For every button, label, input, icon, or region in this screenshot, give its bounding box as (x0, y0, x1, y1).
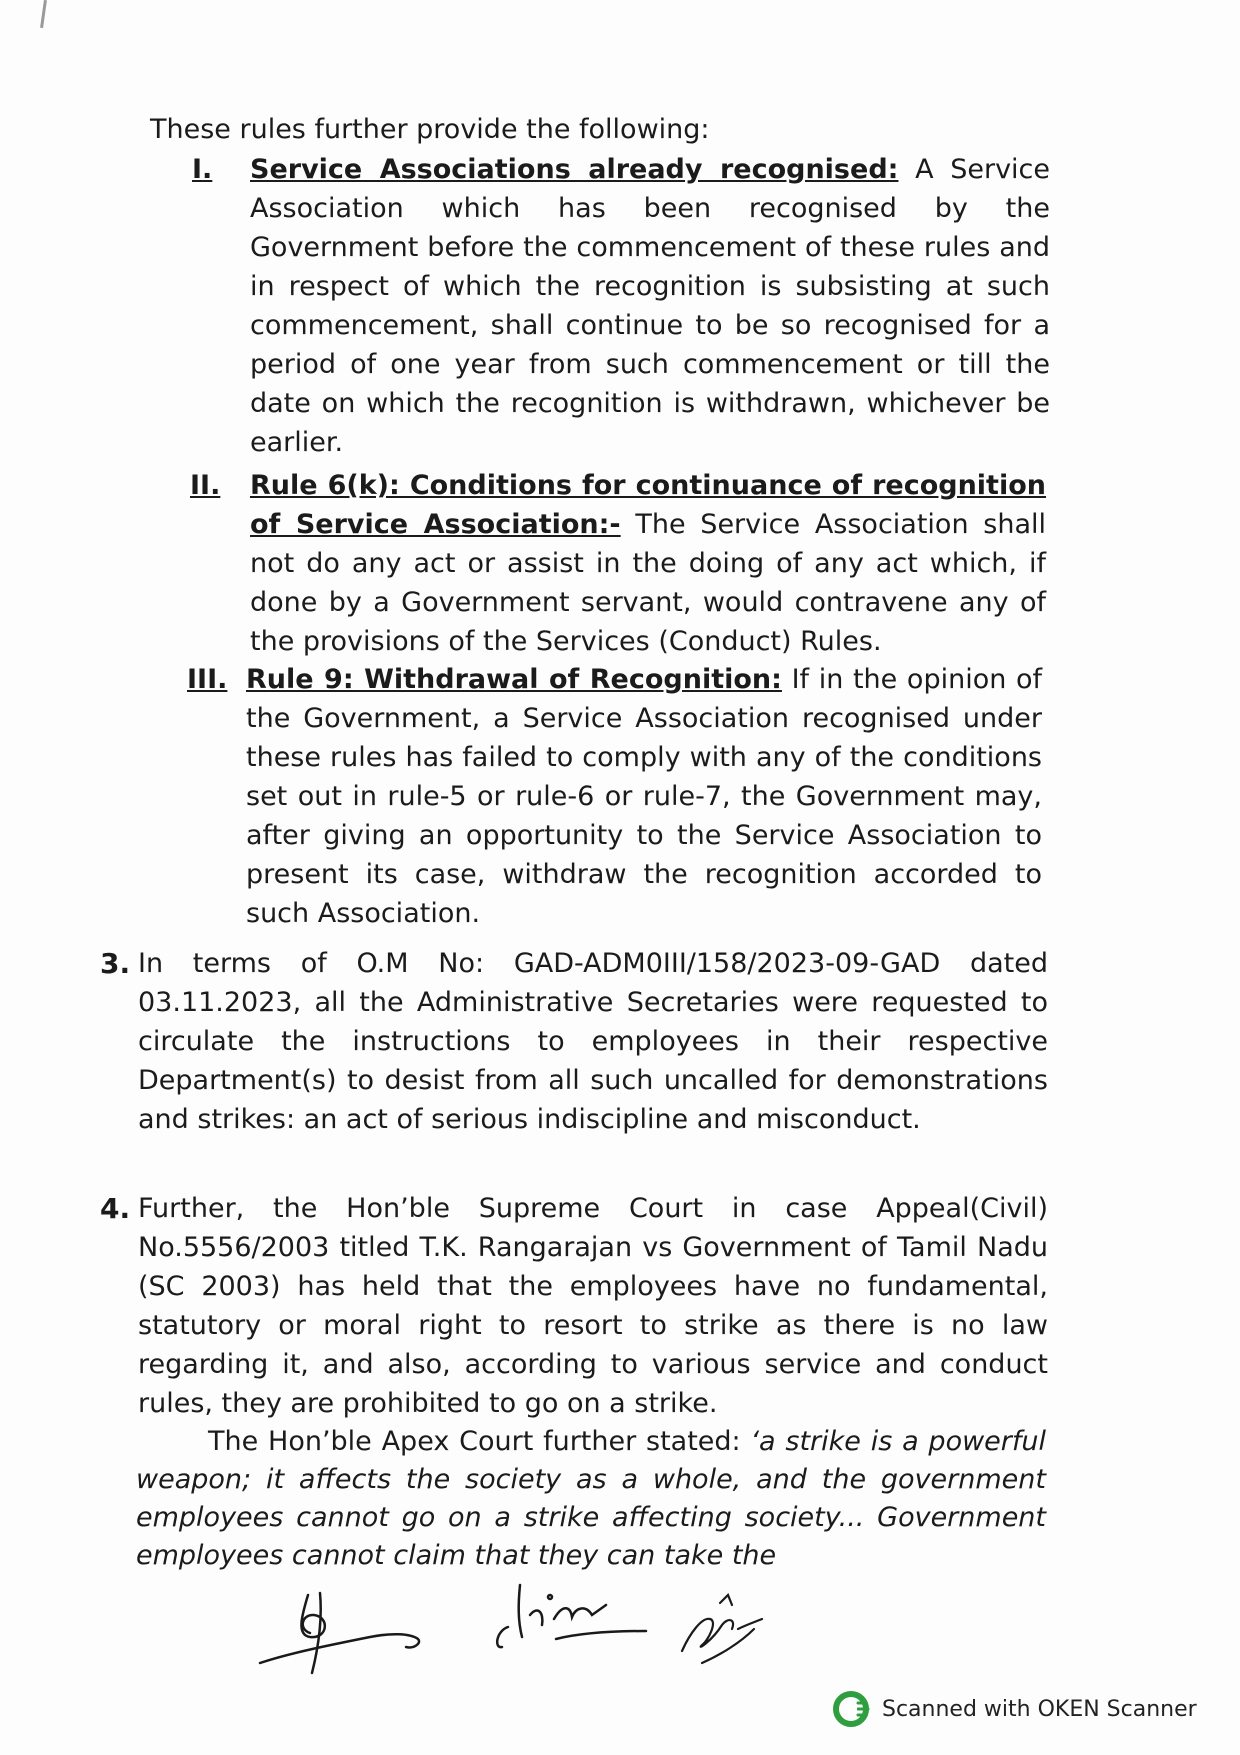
paragraph-3 (100, 944, 1060, 1174)
paragraph-text: Further, the Hon’ble Supreme Court in case Appeal(Civil) No.5556/2003 titled T.K. Rangarajan vs Government of Tamil Nadu (SC 2003) has held that the employees have no fundamental, statutory or moral right to resort to strike as there is no law regarding it, and also, according to various service and conduct rules, they are prohibited to go on a strike. (138, 1193, 1048, 1419)
sub-item-text (250, 466, 1046, 661)
scanner-watermark (832, 1689, 1197, 1729)
signature-row (250, 1575, 870, 1685)
sub-item-body: A Service Association which has been recognised by the Government before the commencement of these rules and in respect of which the recognition is subsisting at such commencement, shall continue to be so recognised for a period of one year from such commencement or till the date on which the recognition is withdrawn, whichever be earlier. (250, 154, 1050, 458)
signature-3 (682, 1595, 762, 1663)
sub-item-body: If in the opinion of the Government, a Service Association recognised under these rules has failed to comply with any of the conditions set out in rule-5 or rule-6 or rule-7, the Government may, after giving an opportunity to the Service Association to present its case, withdraw the recognition accorded to such Association. (246, 664, 1042, 929)
signatures-svg (250, 1575, 870, 1685)
paragraph-number: 4. (100, 1192, 131, 1225)
sub-item-3 (187, 660, 1087, 930)
apex-court-lead: The Hon’ble Apex Court further stated: (208, 1426, 751, 1457)
sub-item-number: III. (187, 664, 228, 695)
sub-item-text (250, 150, 1050, 462)
sub-item-text (246, 660, 1042, 933)
paragraph-number: 3. (100, 947, 131, 980)
scan-edge-mark (40, 0, 47, 28)
paragraph-text: In terms of O.M No: GAD-ADM0III/158/2023-09-GAD dated 03.11.2023, all the Administrative Secretaries were requested to circulate the instructions to employees in their respective Department(s) to desist from all such uncalled for demonstrations and strikes: an act of serious indiscipline and misconduct. (138, 948, 1048, 1135)
apex-court-quote: ‘a strike is a powerful weapon; it affects the society as a whole, and the government employees cannot go on a strike affecting society... Government employees cannot claim that they can take the (136, 1426, 1046, 1571)
sub-item-body: The Service Association shall not do any act or assist in the doing of any act which, if done by a Government servant, would contravene any of the provisions of the Services (Conduct) Rules. (250, 509, 1047, 657)
sub-item-number: I. (192, 154, 213, 185)
sub-item-1 (192, 150, 1092, 458)
sub-item-heading: Rule 6(k): Conditions for continuance of recognition of Service Association:- (250, 470, 1046, 540)
sub-item-2 (190, 466, 1090, 656)
sub-item-heading: Service Associations already recognised: (250, 154, 899, 185)
sub-item-heading: Rule 9: Withdrawal of Recognition: (246, 664, 782, 695)
intro-line: These rules further provide the following: (150, 114, 710, 145)
signature-1 (260, 1593, 419, 1673)
paragraph-4 (100, 1189, 1060, 1419)
scanner-text: Scanned with OKEN Scanner (882, 1696, 1197, 1722)
apex-court-paragraph (136, 1423, 1046, 1575)
signature-2 (497, 1585, 646, 1647)
sub-item-number: II. (190, 470, 221, 501)
oken-logo-icon (832, 1690, 870, 1728)
